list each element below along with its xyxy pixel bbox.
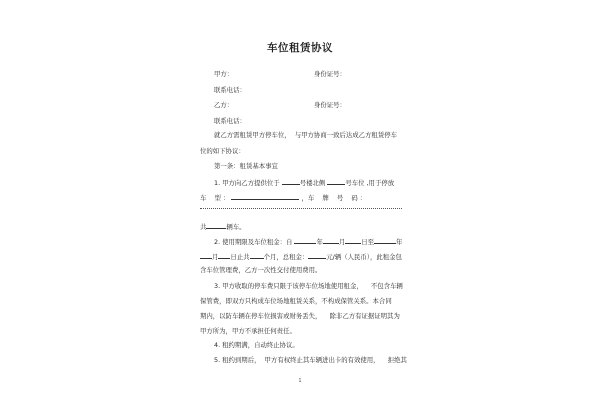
clause-4: 4. 租约期满，自动终止协议。 (214, 341, 299, 349)
intro-line-1: 就乙方需租赁甲方停车位， 与甲方协商一致后达成乙方租赁停车 (214, 131, 397, 139)
plate-number-dotted-line (200, 207, 402, 209)
party-a-phone-label: 联系电话： (214, 86, 246, 94)
blank-car-type (231, 192, 299, 200)
clause-2-line-2: 月 日止共 个月，总租金： 元/辆（人民币），此租金包 (200, 251, 402, 262)
party-b-phone-label: 联系电话： (214, 117, 246, 125)
count-unit: 辆车。 (226, 223, 246, 231)
clause-2-line-1: 2. 使用期限及车位租金：自 年 月 日至 年 (214, 238, 403, 246)
clause-3-line-1: 3. 甲方收取的停车费只限于该停车位场地使用租金， 不包含车辆 (214, 282, 403, 290)
blank-count (206, 221, 226, 229)
blank-building (282, 177, 300, 185)
car-type-label: 车 型 ： (200, 194, 230, 202)
party-b-label: 乙方： (214, 101, 234, 109)
clause-3-line-2: 保管费，即双方只构成车位场地租赁关系，不构成保管关系。本合同 (200, 297, 392, 305)
clause-1-line-1 (214, 177, 394, 188)
count-label: 共 (200, 223, 207, 231)
clause-1-text-b: 号楼北侧 (299, 179, 326, 187)
clause-3-line-4: 甲方所为，甲方不承担任何责任。 (200, 327, 296, 335)
clause-1-line-3 (200, 221, 246, 232)
clause-2-line-3: 含车位管理费，乙方一次性交付使用费用。 (200, 266, 322, 274)
party-b-id-label: 身份证号： (314, 101, 346, 109)
party-a-label: 甲方： (214, 70, 234, 78)
article-1-heading: 第一条：租赁基本事宜 (214, 162, 278, 170)
clause-3-line-3: 期内，以防车辆在停车位损害或财务丢失， 除非乙方有证据证明其为 (200, 312, 400, 320)
clause-5-line-1: 5. 租约到期后， 甲方有权终止其车辆进出卡的有效使用， 拒绝其 (214, 356, 407, 364)
document-title: 车位租赁协议 (267, 42, 333, 54)
blank-space-no (327, 177, 345, 185)
page-number: 1 (298, 378, 302, 384)
party-a-id-label: 身份证号： (314, 70, 346, 78)
plate-number-label: ，车 牌 号 码 ： (301, 194, 367, 202)
clause-1-line-2 (200, 192, 366, 203)
clause-1-text-a: 1. 甲方向乙方提供位于 (214, 179, 280, 187)
clause-1-text-c: 号车位 ,用于停放 (345, 179, 395, 187)
intro-line-2: 位的如下协议： (200, 147, 245, 155)
